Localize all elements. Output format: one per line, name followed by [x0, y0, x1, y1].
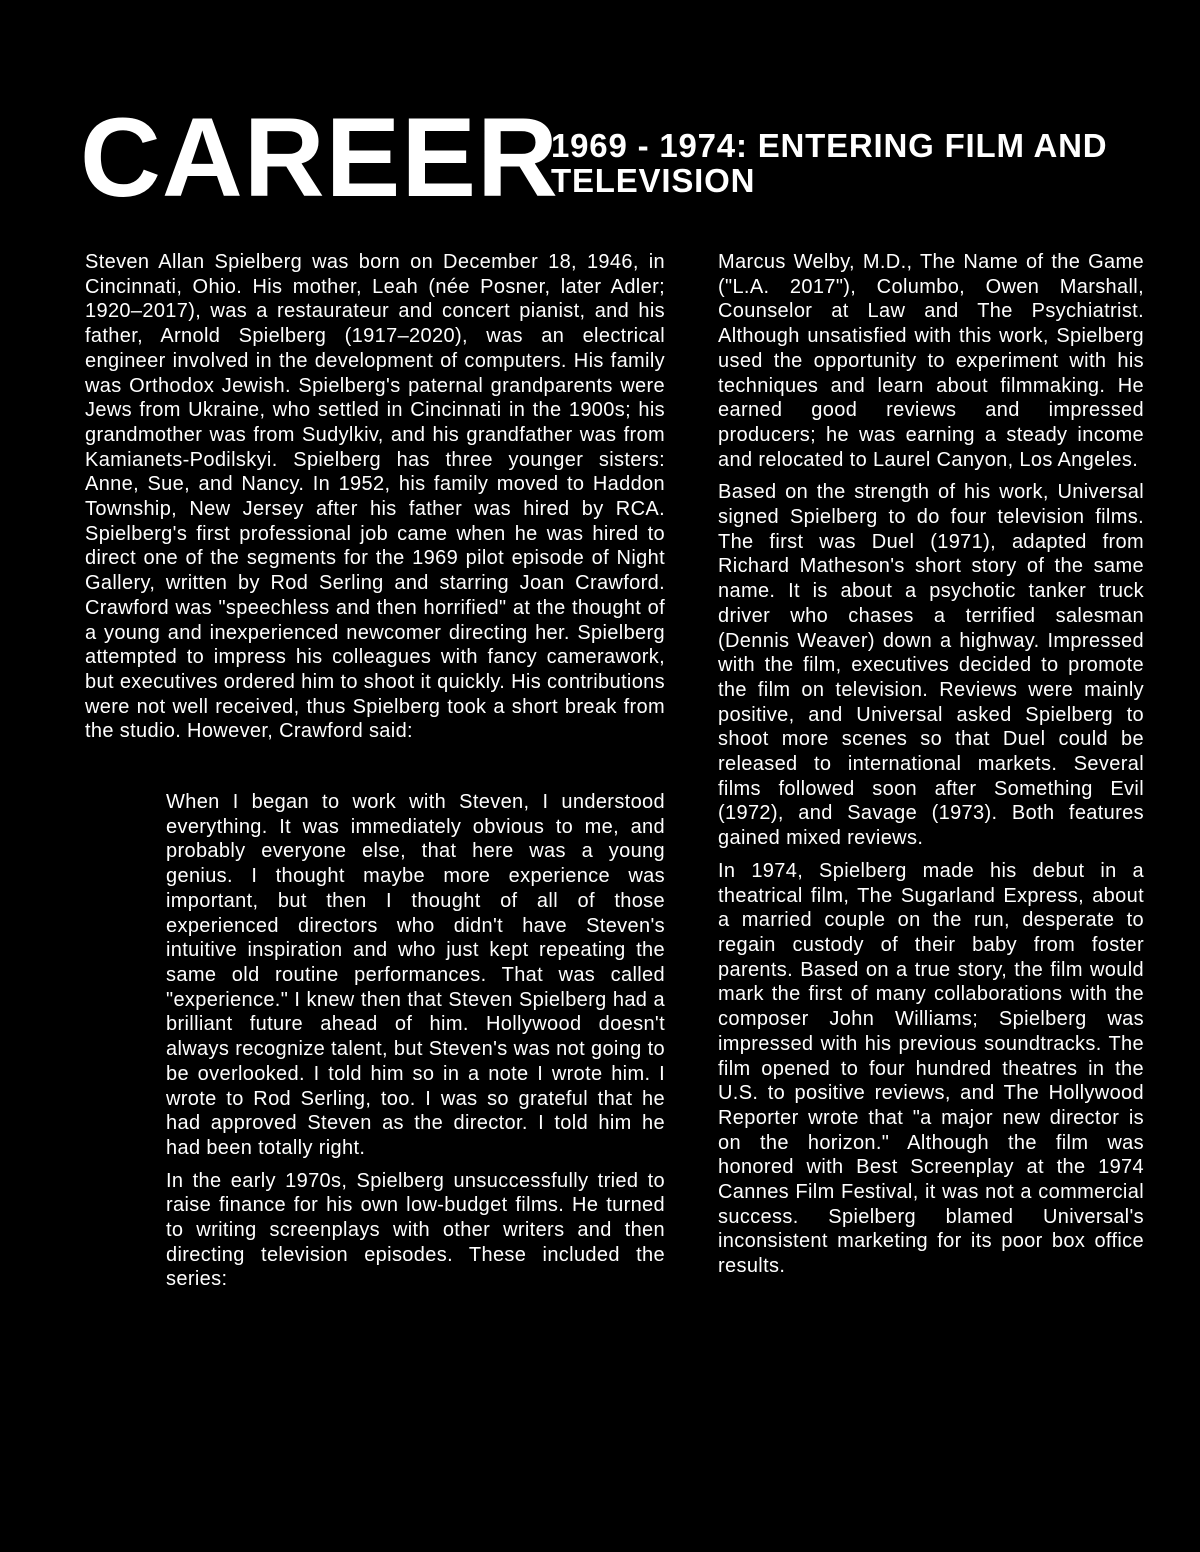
block-quote: When I began to work with Steven, I understood everything. It was immediately obvious to me, and probably everyone else, that here was a young genius. I thought maybe more experience was important, but then I thought of all of those experienced directors who didn't have Steven's intuitive inspiration and who just kept repeating the same old routine performances. That was called "experience." I knew then that Steven Spielberg had a brilliant future ahead of him. Hollywood doesn't always recognize talent, but Steven's was not going to be overlooked. I told him so in a note I wrote him. I wrote to Rod Serling, too. I was so grateful that he had approved Steven as the director. I told him he had been totally right. [166, 791, 665, 1159]
body-paragraph: In 1974, Spielberg made his debut in a theatrical film, The Sugarland Express, about a married couple on the run, desperate to regain custody of their baby from foster parents. Based on a true story, the film would mark the first of many collaborations with the composer John Williams; Spielberg was impressed with his previous soundtracks. The film opened to four hundred theatres in the U.S. to positive reviews, and The Hollywood Reporter wrote that "a major new director is on the horizon." Although the film was honored with Best Screenplay at the 1974 Cannes Film Festival, it was not a commercial success. Spielberg blamed Universal's inconsistent marketing for its poor box office results. [718, 859, 1144, 1278]
left-column [85, 250, 665, 1300]
section-heading: 1969 - 1974: ENTERING FILM AND TELEVISION [551, 127, 1108, 199]
body-paragraph: Based on the strength of his work, Universal signed Spielberg to do four television films. The first was Duel (1971), adapted from Richard Matheson's short story of the same name. It is about a psychotic tanker truck driver who chases a terrified salesman (Dennis Weaver) down a highway. Impressed with the film, executives decided to promote the film on television. Reviews were mainly positive, and Universal asked Spielberg to shoot more scenes so that Duel could be released to international markets. Several films followed soon after Something Evil (1972), and Savage (1973). Both features gained mixed reviews. [718, 481, 1144, 850]
body-paragraph: Steven Allan Spielberg was born on December 18, 1946, in Cincinnati, Ohio. His mother, Leah (née Posner, later Adler; 1920–2017), was a restaurateur and concert pianist, and his father, Arnold Spielberg (1917–2020), was an electrical engineer involved in the development of computers. His family was Orthodox Jewish. Spielberg's paternal grandparents were Jews from Ukraine, who settled in Cincinnati in the 1900s; his grandmother was from Sudylkiv, and his grandfather was from Kamianets-Podilskyi. Spielberg has three younger sisters: Anne, Sue, and Nancy. In 1952, his family moved to Haddon Township, New Jersey after his father was hired by RCA. Spielberg's first professional job came when he was hired to direct one of the segments for the 1969 pilot episode of Night Gallery, written by Rod Serling and starring Joan Crawford. Crawford was "speechless and then horrified" at the thought of a young and inexperienced newcomer directing her. Spielberg attempted to impress his colleagues with fancy camerawork, but executives ordered him to shoot it quickly. His contributions were not well received, thus Spielberg took a short break from the studio. However, Crawford said: [85, 251, 665, 743]
body-paragraph: Marcus Welby, M.D., The Name of the Game ("L.A. 2017"), Columbo, Owen Marshall, Counselor at Law and The Psychiatrist. Although unsatisfied with this work, Spielberg used the opportunity to experiment with his techniques and learn about filmmaking. He earned good reviews and impressed producers; he was earning a steady income and relocated to Laurel Canyon, Los Angeles. [718, 251, 1144, 471]
page-title: CAREER [80, 95, 559, 220]
right-column [718, 250, 1144, 1287]
body-paragraph: In the early 1970s, Spielberg unsuccessfully tried to raise finance for his own low-budget films. He turned to writing screenplays with other writers and then directing television episodes. These included the series: [166, 1169, 665, 1291]
